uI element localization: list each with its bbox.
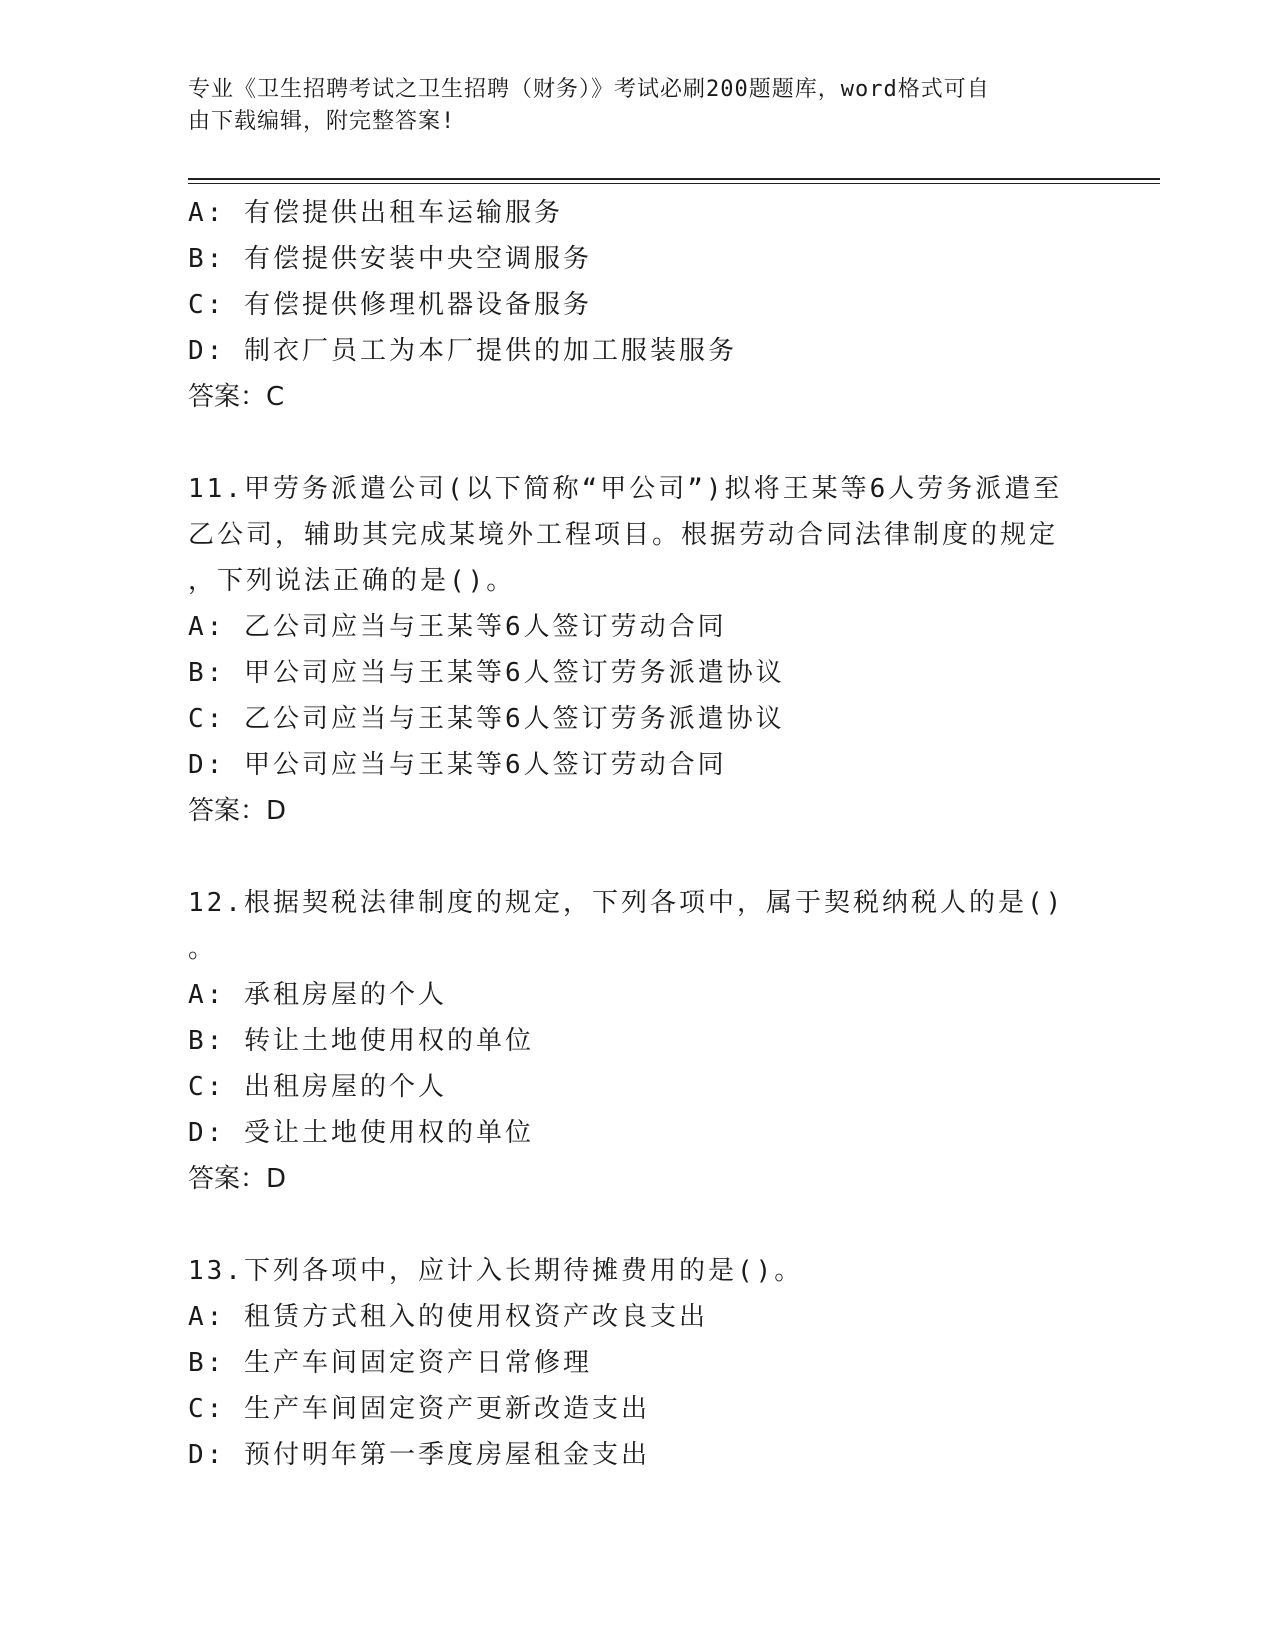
option-a: A: 承租房屋的个人	[188, 980, 447, 1010]
option-c: C: 出租房屋的个人	[188, 1072, 447, 1102]
option-b: B: 转让土地使用权的单位	[188, 1026, 534, 1056]
question-stem-line: 。	[188, 934, 218, 964]
option-a: A: 有偿提供出租车运输服务	[188, 198, 563, 228]
question-stem-line: 乙公司，辅助其完成某境外工程项目。根据劳动合同法律制度的规定	[188, 520, 1059, 550]
option-b: B: 甲公司应当与王某等6人签订劳务派遣协议	[188, 658, 785, 688]
question-13	[188, 1248, 1088, 1478]
question-list	[188, 190, 1088, 1478]
option-c: C: 乙公司应当与王某等6人签订劳务派遣协议	[188, 704, 785, 734]
question-stem-line: 13.下列各项中，应计入长期待摊费用的是()。	[188, 1256, 804, 1286]
spacer	[188, 420, 1088, 466]
answer: 答案：C	[188, 382, 285, 412]
option-d: D: 预付明年第一季度房屋租金支出	[188, 1440, 650, 1470]
question-stem-line: 12.根据契税法律制度的规定，下列各项中，属于契税纳税人的是()	[188, 888, 1065, 918]
header-divider	[188, 178, 1160, 184]
question-12	[188, 880, 1088, 1202]
question-11	[188, 466, 1088, 834]
spacer	[188, 1202, 1088, 1248]
answer: 答案：D	[188, 796, 287, 826]
question-stem-line: 11.甲劳务派遣公司(以下简称“甲公司”)拟将王某等6人劳务派遣至	[188, 474, 1063, 504]
document-header	[188, 74, 1088, 138]
answer: 答案：D	[188, 1164, 287, 1194]
option-d: D: 受让土地使用权的单位	[188, 1118, 534, 1148]
header-line-1: 专业《卫生招聘考试之卫生招聘（财务）》考试必刷200题题库，word格式可自	[188, 77, 990, 102]
option-d: D: 制衣厂员工为本厂提供的加工服装服务	[188, 336, 737, 366]
option-a: A: 租赁方式租入的使用权资产改良支出	[188, 1302, 708, 1332]
option-d: D: 甲公司应当与王某等6人签订劳动合同	[188, 750, 727, 780]
question-stem-line: ，下列说法正确的是()。	[188, 566, 516, 596]
option-c: C: 生产车间固定资产更新改造支出	[188, 1394, 650, 1424]
header-line-2: 由下载编辑，附完整答案!	[188, 109, 456, 134]
option-b: B: 生产车间固定资产日常修理	[188, 1348, 592, 1378]
question-10	[188, 190, 1088, 420]
spacer	[188, 834, 1088, 880]
option-c: C: 有偿提供修理机器设备服务	[188, 290, 592, 320]
option-b: B: 有偿提供安装中央空调服务	[188, 244, 592, 274]
option-a: A: 乙公司应当与王某等6人签订劳动合同	[188, 612, 727, 642]
